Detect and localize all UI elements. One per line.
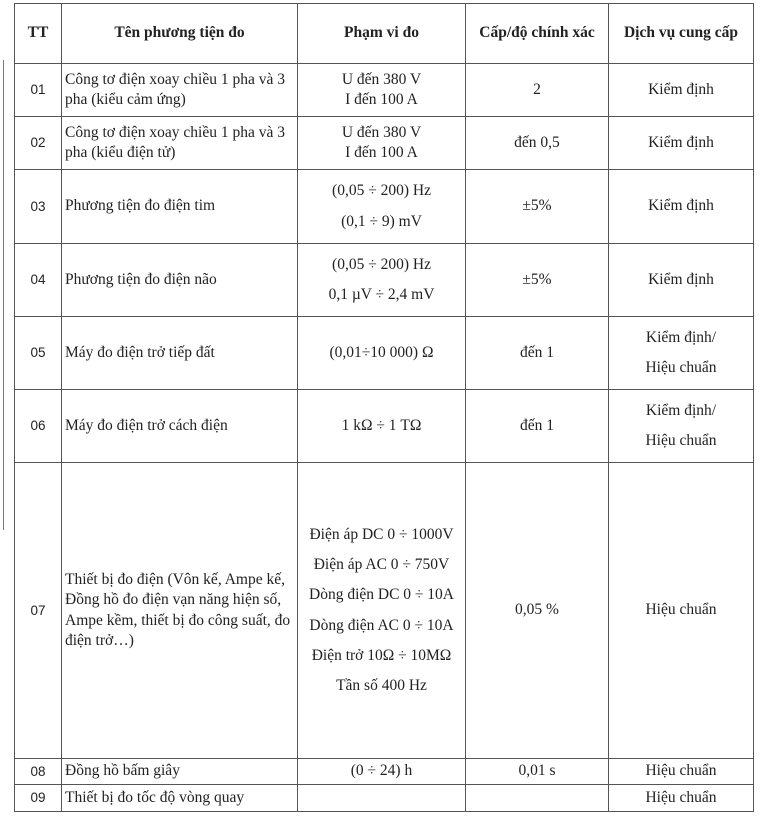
measuring-range: (0,01÷10 000) Ω [298,317,466,390]
accuracy-class: đến 0,5 [466,117,609,170]
service-type: Kiểm định [609,244,754,317]
range-line: (0,05 ÷ 200) Hz [332,182,431,200]
range-line: 0,1 µV ÷ 2,4 mV [328,286,435,303]
accuracy-class: ±5% [466,244,609,317]
measuring-range [298,64,466,117]
measuring-range [298,117,466,170]
instrument-name: Máy đo điện trở cách điện [62,390,298,463]
row-number: 01 [15,64,62,117]
table-row [15,317,754,390]
range-line: Dòng điện DC 0 ÷ 10A [309,586,454,604]
range-line: Điện áp AC 0 ÷ 750V [313,556,450,574]
service-line: Hiệu chuẩn [645,359,717,376]
header-service: Dịch vụ cung cấp [609,4,754,64]
range-line: (0,1 ÷ 9) mV [341,212,422,230]
header-accuracy: Cấp/độ chính xác [466,4,609,64]
table-row [15,463,754,759]
accuracy-class: 2 [466,64,609,117]
measuring-range: 1 kΩ ÷ 1 TΩ [298,390,466,463]
range-line: Điện trở 10Ω ÷ 10MΩ [311,646,452,664]
service-type: Hiệu chuẩn [609,463,754,759]
table-header-row [15,4,754,64]
service-type: Hiệu chuẩn [609,785,754,812]
accuracy-class [466,785,609,812]
service-type: Kiểm định [609,170,754,244]
range-line: (0,05 ÷ 200) Hz [332,255,431,273]
table-row [15,244,754,317]
table-row [15,117,754,170]
row-number: 07 [15,463,62,759]
service-line: Kiểm định/ [645,328,717,346]
header-tt: TT [15,4,62,64]
range-line: Điện áp DC 0 ÷ 1000V [309,526,454,544]
accuracy-class: 0,01 s [466,759,609,785]
row-number: 04 [15,244,62,317]
measuring-range [298,170,466,244]
instrument-name: Đồng hồ bấm giây [62,759,298,785]
accuracy-class: đến 1 [466,390,609,463]
instrument-name: Máy đo điện trở tiếp đất [62,317,298,390]
instrument-name: Thiết bị đo tốc độ vòng quay [62,785,298,812]
service-type: Hiệu chuẩn [609,759,754,785]
table-row [15,170,754,244]
row-number: 06 [15,390,62,463]
measuring-instruments-table [14,3,754,812]
instrument-name: Thiết bị đo điện (Vôn kế, Ampe kế, Đồng hồ đo điện vạn năng hiện số, Ampe kềm, thiết bị đo công suất, đo điện trở…) [62,463,298,759]
service-type [609,390,754,463]
range-line: I đến 100 A [345,91,418,108]
service-type [609,317,754,390]
left-edge-mark [3,60,4,530]
range-line: U đến 380 V [341,123,422,141]
table-row [15,759,754,785]
measuring-range [298,463,466,759]
header-range: Phạm vi đo [298,4,466,64]
service-line: Kiểm định/ [645,401,717,419]
table-row [15,390,754,463]
table-row [15,64,754,117]
accuracy-class: 0,05 % [466,463,609,759]
header-name: Tên phương tiện đo [62,4,298,64]
accuracy-class: ±5% [466,170,609,244]
range-line: Tần số 400 Hz [336,676,427,694]
row-number: 09 [15,785,62,812]
row-number: 03 [15,170,62,244]
table-row [15,785,754,812]
instrument-name: Phương tiện đo điện não [62,244,298,317]
measuring-range [298,244,466,317]
row-number: 05 [15,317,62,390]
measuring-range: (0 ÷ 24) h [298,759,466,785]
row-number: 02 [15,117,62,170]
range-line: Dòng điện AC 0 ÷ 10A [309,616,454,634]
range-line: I đến 100 A [345,144,418,161]
service-line: Hiệu chuẩn [645,432,717,449]
document-table-wrapper [14,3,754,812]
row-number: 08 [15,759,62,785]
instrument-name: Công tơ điện xoay chiều 1 pha và 3 pha (kiểu điện tử) [62,117,298,170]
service-type: Kiểm định [609,64,754,117]
measuring-range [298,785,466,812]
service-type: Kiểm định [609,117,754,170]
range-line: U đến 380 V [341,70,422,88]
instrument-name: Phương tiện đo điện tim [62,170,298,244]
accuracy-class: đến 1 [466,317,609,390]
instrument-name: Công tơ điện xoay chiều 1 pha và 3 pha (kiểu cảm ứng) [62,64,298,117]
